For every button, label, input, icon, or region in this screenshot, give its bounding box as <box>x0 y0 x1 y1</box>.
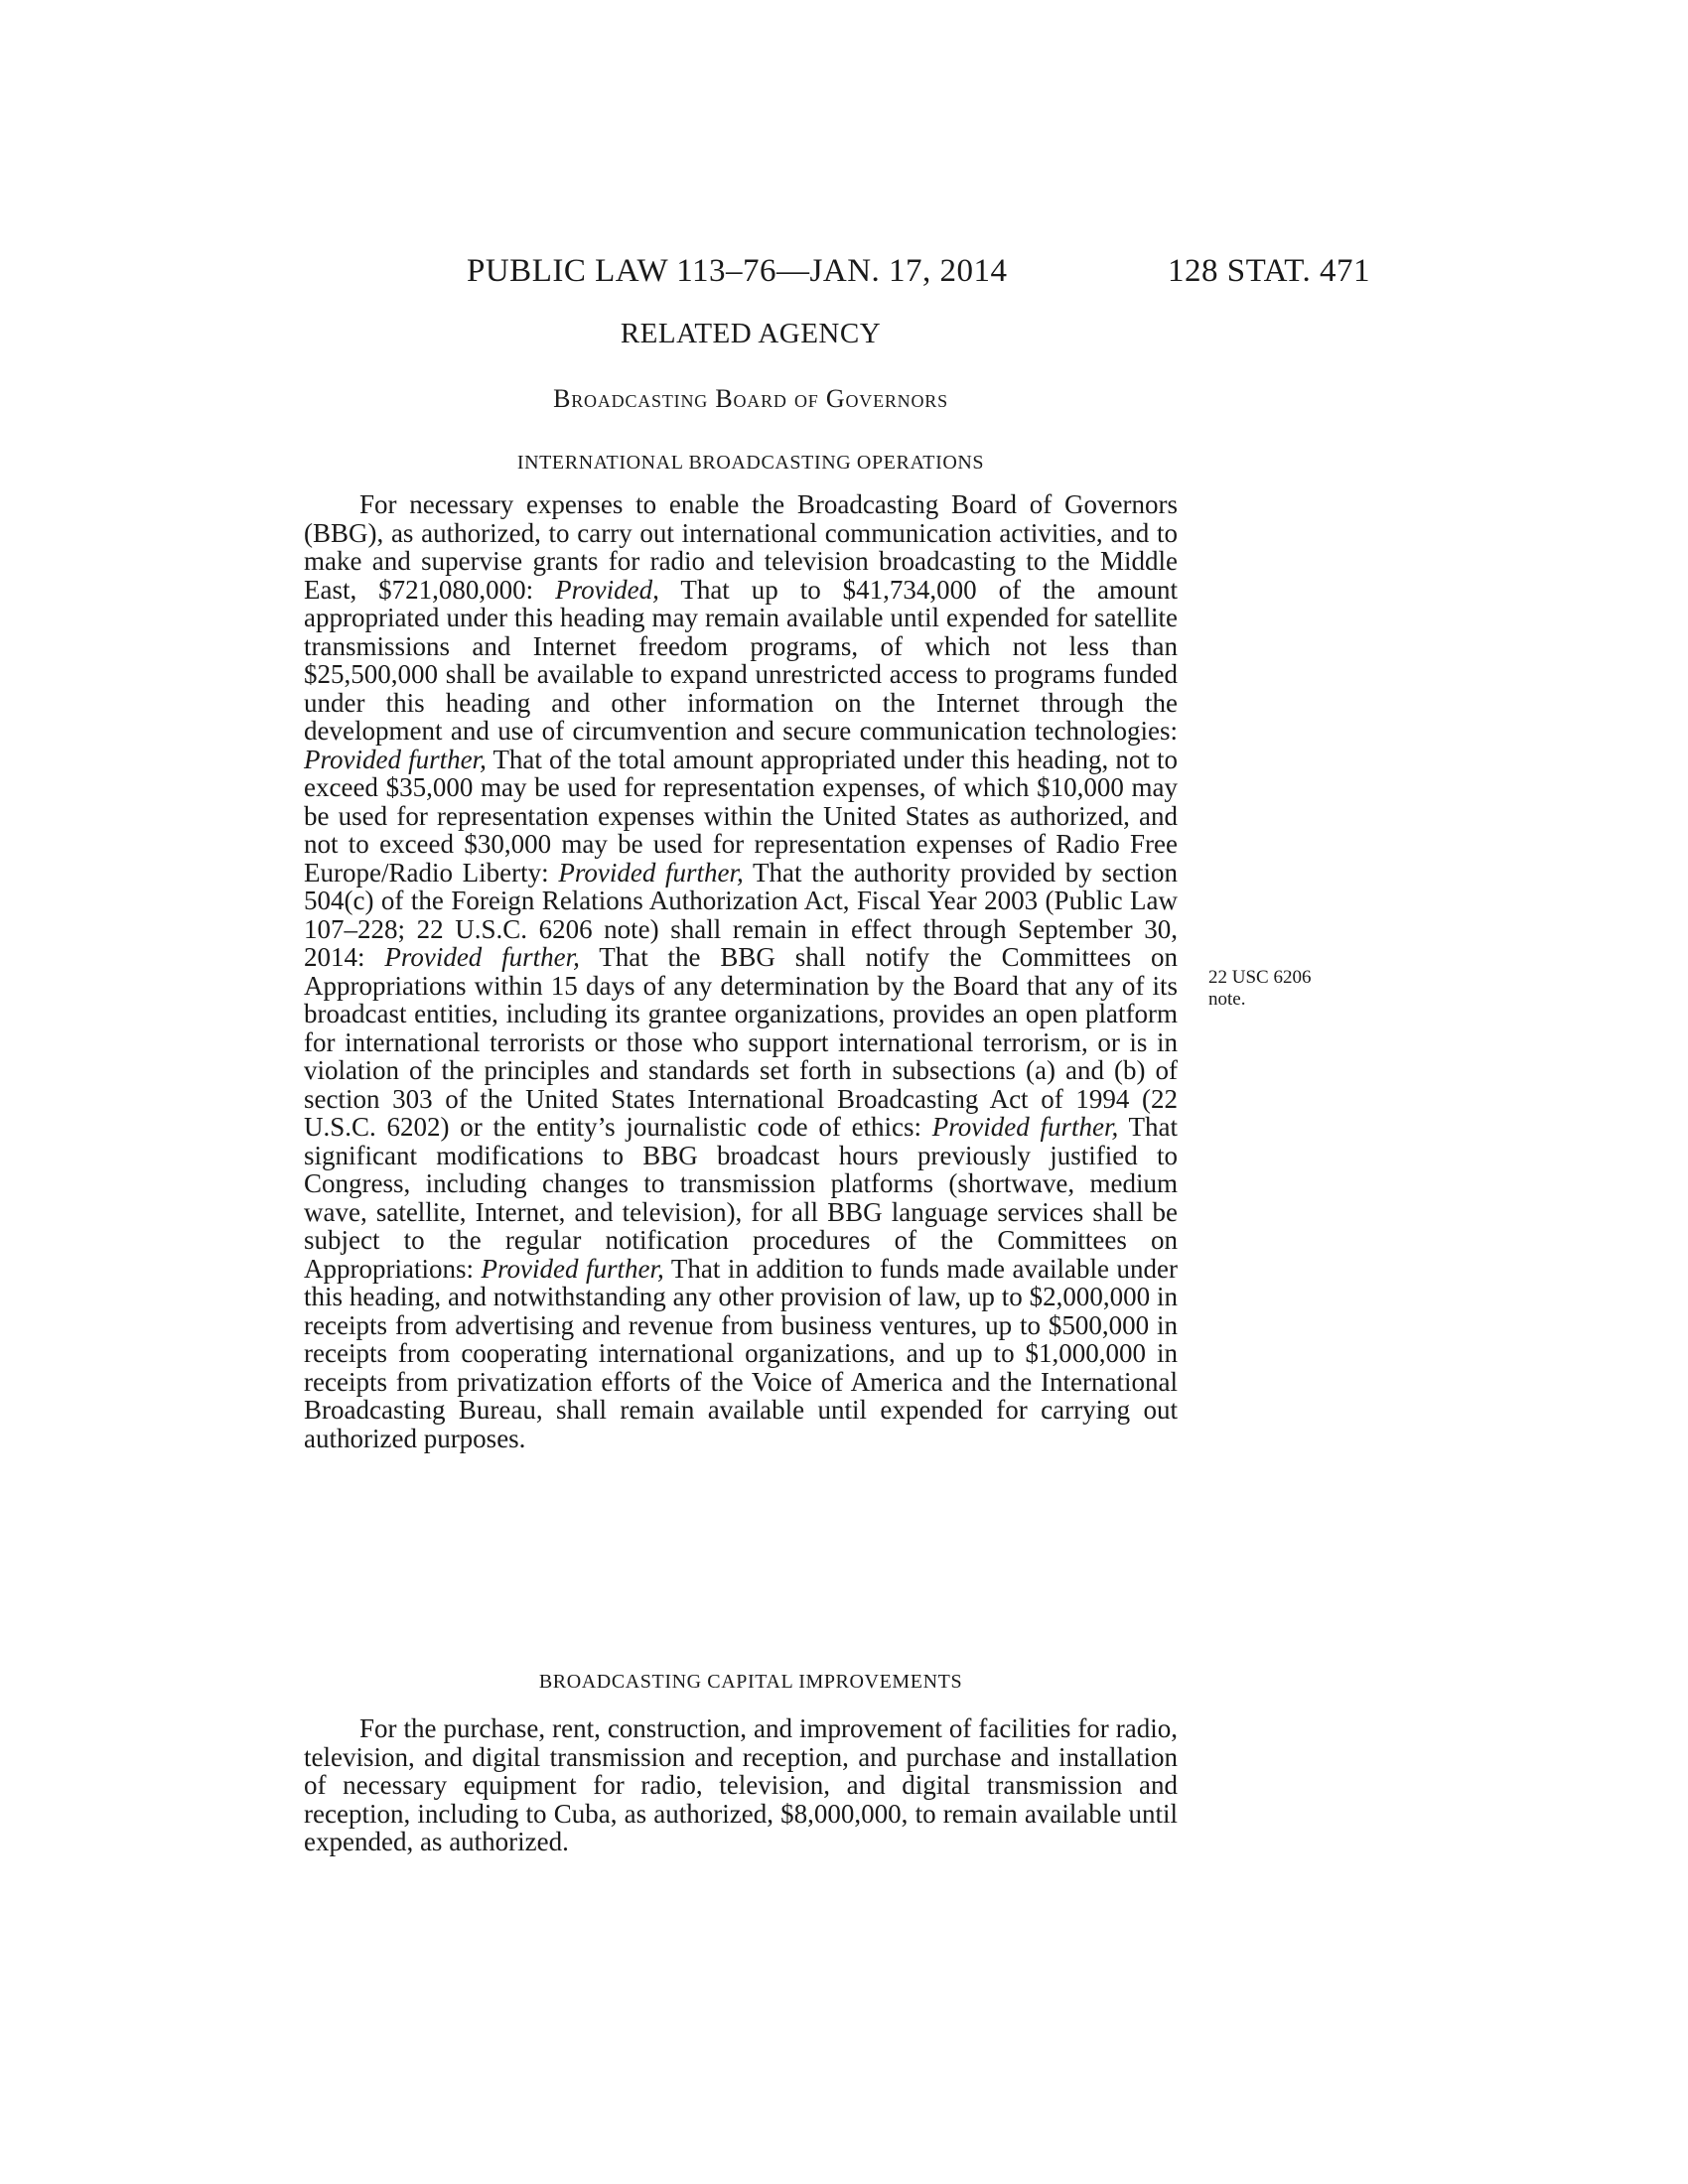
ops-text-3: That of the total amount appropriated under this heading, not to exceed $35,000 may be used for representation expenses, of which $10,000 may be used for representation expenses within the United States as authorized, and not to exceed $30,000 may be used for representation expenses of Radio Free Europe/Radio Liberty: <box>304 744 1178 887</box>
ops-proviso-6: Provided further, <box>481 1253 664 1284</box>
law-title-header: PUBLIC LAW 113–76—JAN. 17, 2014 <box>467 253 1008 289</box>
ops-text-2: That up to $41,734,000 of the amount appropriated under this heading may remain available until expended for satellite transmissions and Internet freedom programs, of which not less than $25,500,000 shall be available to expand unrestricted access to programs funded under this heading and other information on the Internet through the development and use of circumvention and secure communication technologies: <box>304 574 1178 746</box>
ops-proviso-3: Provided further, <box>558 857 744 887</box>
stat-page-number: 128 STAT. 471 <box>1167 253 1370 289</box>
capital-paragraph: For the purchase, rent, construction, and improvement of facilities for radio, television, and digital transmission and reception, and purchase and installation of necessary equipment for radio, television, and digital transmission and reception, including to Cuba, as authorized, $8,000,000, to remain available until expended, as authorized. <box>304 1713 1178 1856</box>
ops-proviso-5: Provided further, <box>931 1112 1119 1142</box>
capital-improvements-heading: BROADCASTING CAPITAL IMPROVEMENTS <box>538 1671 963 1693</box>
ops-text-5: That the BBG shall notify the Committees on Appropriations within 15 days of any determination by the Board that any of its broadcast entities, including its grantee organizations, provides an open platform for international terrorists or those who support international terrorism, or is in violation of the principles and standards set forth in subsections (a) and (b) of section 303 of the United States International Broadcasting Act of 1994 (22 U.S.C. 6202) or the entity’s journalistic code of ethics: <box>304 942 1178 1142</box>
margin-note-citation: 22 USC 6206 <box>1208 967 1312 988</box>
ops-text-7: That in addition to funds made available under this heading, and notwithstanding any other provision of law, up to $2,000,000 in receipts from advertising and revenue from business ventures, up to $500,000 in receipts from cooperating international organizations, and up to $1,000,000 in receipts from privatization efforts of the Voice of America and the International Broadcasting Bureau, shall remain available until expended for carrying out authorized purposes. <box>304 1253 1179 1453</box>
agency-heading: RELATED AGENCY <box>620 318 882 349</box>
board-heading: Broadcasting Board of Governors <box>553 384 948 413</box>
ops-proviso-2: Provided further, <box>304 744 487 774</box>
margin-note-suffix: note. <box>1208 989 1246 1010</box>
ops-text-4: That the authority provided by section 504(c) of the Foreign Relations Authorization Act, Fiscal Year 2003 (Public Law 107–228; 22 U.S.C. 6206 note) shall remain in effect through September 30, 2014: <box>304 857 1178 972</box>
ops-text-1: For necessary expenses to enable the Broadcasting Board of Governors (BBG), as authorized, to carry out international communication activities, and to make and supervise grants for radio and television broadcasting to the Middle East, $721,080,000: <box>304 489 1178 605</box>
ops-proviso-1: Provided, <box>555 574 659 605</box>
usc-margin-note <box>1208 967 1357 1011</box>
ops-proviso-4: Provided further, <box>384 942 580 972</box>
operations-paragraph <box>304 490 1178 1452</box>
operations-heading: INTERNATIONAL BROADCASTING OPERATIONS <box>516 452 985 474</box>
ops-text-6: That significant modifications to BBG broadcast hours previously justified to Congress, including changes to transmission platforms (shortwave, medium wave, satellite, Internet, and television), for all BBG language services shall be subject to the regular notification procedures of the Committees on Appropriations: <box>304 1112 1178 1284</box>
